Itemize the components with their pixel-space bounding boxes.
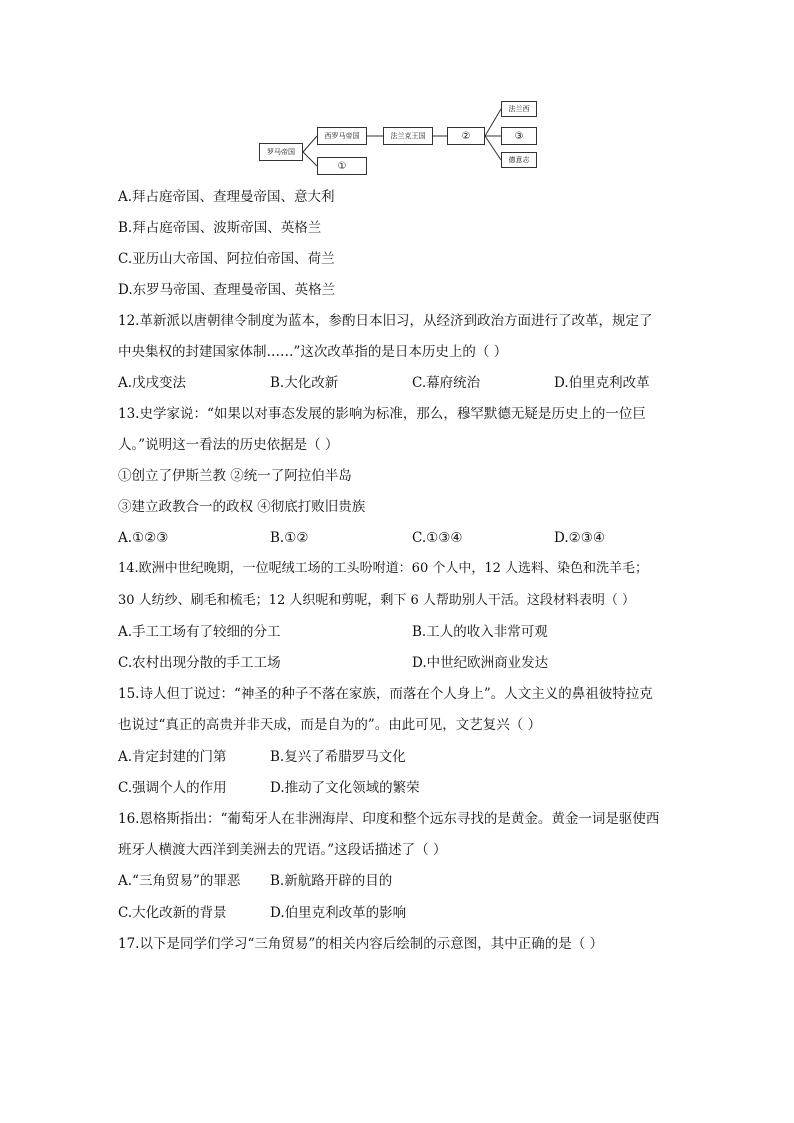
box-blank-2: [447, 127, 485, 145]
q12-option-a: A.戊戌变法: [118, 375, 187, 391]
box-western-roman-empire: [317, 127, 367, 145]
q11-option-c: C.亚历山大帝国、阿拉伯帝国、荷兰: [118, 251, 335, 267]
box-frankish-kingdom: [383, 127, 433, 145]
q16-stem-line1: 16.恩格斯指出：“葡萄牙人在非洲海岸、印度和整个远东寻找的是黄金。黄金一词是驱使西: [118, 811, 660, 827]
box-germany-label: 德意志: [508, 156, 530, 164]
box-blank-1: [317, 157, 367, 175]
box-france-label: 法兰西: [508, 105, 530, 113]
q15-option-c: C.强调个人的作用: [118, 780, 227, 796]
q13-option-b: B.①②: [270, 530, 309, 546]
box-western-roman-empire-label: 西罗马帝国: [324, 132, 360, 140]
box-roman-empire: [259, 143, 303, 161]
q13-option-a: A.①②③: [118, 530, 169, 546]
q13-option-d: D.②③④: [554, 530, 605, 546]
q13-stem-line2: 人。”说明这一看法的历史依据是（ ）: [118, 437, 339, 453]
box-germany: [501, 152, 537, 168]
box-blank-2-label: ②: [461, 130, 471, 142]
q16-option-a: A.“三角贸易”的罪恶: [118, 873, 241, 889]
q14-option-b: B.工人的收入非常可观: [412, 624, 548, 640]
q14-stem-line1: 14.欧洲中世纪晚期，一位呢绒工场的工头吩咐道：60 个人中，12 人选料、染色和洗羊毛；: [118, 561, 649, 576]
q16-stem-line2: 班牙人横渡大西洋到美洲去的咒语。”这段话描述了（ ）: [118, 842, 447, 858]
q16-option-d: D.伯里克利改革的影响: [270, 905, 407, 921]
box-blank-1-label: ①: [337, 160, 347, 172]
q17-stem-line1: 17.以下是同学们学习“三角贸易”的相关内容后绘制的示意图，其中正确的是（ ）: [118, 936, 604, 952]
q13-items-line2: ③建立政教合一的政权 ④彻底打败旧贵族: [118, 499, 366, 515]
q16-option-c: C.大化改新的背景: [118, 905, 227, 921]
q15-option-a: A.肯定封建的门第: [118, 749, 227, 765]
box-roman-empire-label: 罗马帝国: [267, 148, 295, 156]
q13-option-c: C.①③④: [412, 530, 463, 546]
q15-option-b: B.复兴了希腊罗马文化: [270, 749, 406, 765]
q11-option-a: A.拜占庭帝国、查理曼帝国、意大利: [118, 189, 335, 205]
q14-option-d: D.中世纪欧洲商业发达: [412, 655, 549, 671]
q15-stem-line2: 也说过“真正的高贵并非天成，而是自为的”。由此可见，文艺复兴（ ）: [118, 717, 542, 733]
box-blank-3: [501, 127, 537, 145]
q14-option-a: A.手工工场有了较细的分工: [118, 624, 281, 640]
q11-option-d: D.东罗马帝国、查理曼帝国、英格兰: [118, 282, 336, 298]
q15-stem-line1: 15.诗人但丁说过：“神圣的种子不落在家族，而落在个人身上”。人文主义的鼻祖彼特拉克: [118, 686, 653, 702]
q14-option-c: C.农村出现分散的手工工场: [118, 655, 281, 671]
q14-stem-line2: 30 人纺纱、刷毛和梳毛；12 人织呢和剪呢，剩下 6 人帮助别人干活。这段材料表明（ ）: [118, 593, 636, 608]
q12-option-b: B.大化改新: [270, 375, 339, 391]
q11-option-b: B.拜占庭帝国、波斯帝国、英格兰: [118, 220, 322, 236]
q12-stem-line2: 中央集权的封建国家体制……”这次改革指的是日本历史上的（ ）: [118, 344, 508, 360]
q16-option-b: B.新航路开辟的目的: [270, 873, 393, 889]
q12-option-c: C.幕府统治: [412, 375, 481, 391]
q12-stem-line1: 12.革新派以唐朝律令制度为蓝本，参酌日本旧习，从经济到政治方面进行了改革，规定了: [118, 313, 653, 329]
q12-option-d: D.伯里克利改革: [554, 375, 650, 391]
box-france: [501, 101, 537, 117]
box-blank-3-label: ③: [514, 130, 524, 142]
box-frankish-kingdom-label: 法兰克王国: [390, 132, 426, 140]
q13-stem-line1: 13.史学家说：“如果以对事态发展的影响为标准，那么，穆罕默德无疑是历史上的一位巨: [118, 406, 646, 422]
history-flow-diagram: [255, 100, 545, 180]
q13-items-line1: ①创立了伊斯兰教 ②统一了阿拉伯半岛: [118, 468, 352, 484]
q15-option-d: D.推动了文化领域的繁荣: [270, 780, 420, 796]
